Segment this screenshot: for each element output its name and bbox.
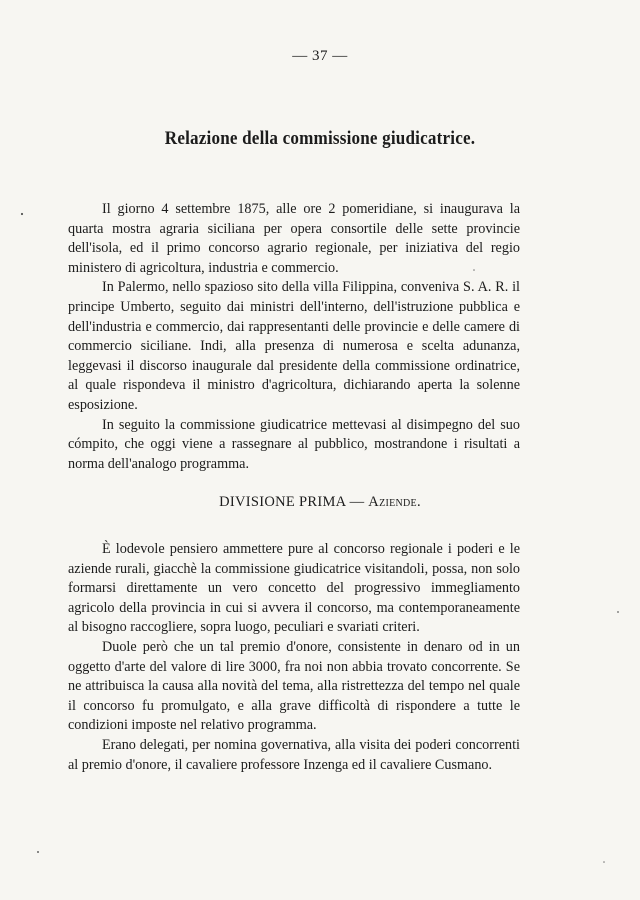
- page-title: Relazione della commissione giudicatrice.: [164, 128, 476, 149]
- section-heading: [0, 494, 640, 511]
- section-text: [68, 540, 520, 775]
- intro-text: [68, 200, 520, 474]
- paragraph: Erano delegati, per nomina governativa, alla visita dei poderi concorrenti al premio d'onore, il cavaliere professore Inzenga ed il cavaliere Cusmano.: [68, 736, 520, 773]
- speck: [21, 213, 23, 215]
- paragraph: In seguito la commissione giudicatrice mettevasi al disimpegno del suo cómpito, che oggi viene a rassegnare al pubblico, mostrandone i risultati a norma dell'analogo programma.: [68, 416, 520, 472]
- paragraph: Duole però che un tal premio d'onore, consistente in denaro od in un oggetto d'arte del valore di lire 3000, fra noi non abbia trovato concorrente. Se ne attribuisca la causa alla novità del tema, alla ristrettezza del tempo nel quale il concorso fu promulgato, e alla grave difficoltà di rispondere a tutte le condizioni imposte nel relativo programma.: [68, 638, 520, 734]
- section-heading-sub: Aziende.: [368, 494, 421, 510]
- paragraph: È lodevole pensiero ammettere pure al concorso regionale i poderi e le aziende rurali, giacchè la commissione giudicatrice visitandoli, possa, non solo formarsi direttamente un vero concetto del progressivo immegliamento agricolo della provincia in cui si avvera il concorso, ma contemporaneamente al bisogno raccogliere, sopra luogo, peculiari e svariati criteri.: [68, 541, 520, 636]
- page-number: — 37 —: [292, 48, 348, 64]
- speck: [37, 851, 39, 853]
- speck: [617, 611, 619, 613]
- paragraph: In Palermo, nello spazioso sito della villa Filippina, conveniva S. A. R. il principe Umberto, seguito dai ministri dell'interno, dell'istruzione pubblica e dell'industria e commercio, dai rappresentanti delle provincie e delle camere di commercio siciliane. Indi, alla presenza di numerosa e scelta adunanza, leggevasi il discorso inaugurale dal presidente della commissione ordinatrice, al quale rispondeva il ministro d'agricoltura, dichiarando aperta la solenne esposizione.: [68, 279, 520, 413]
- section-heading-main: DIVISIONE PRIMA —: [219, 494, 369, 510]
- speck: [603, 861, 605, 863]
- paragraph: Il giorno 4 settembre 1875, alle ore 2 pomeridiane, si inaugurava la quarta mostra agraria siciliana per opera consortile delle sette provincie dell'isola, ed il primo concorso agrario regionale, per iniziativa del regio ministero di agricoltura, industria e commercio.: [68, 201, 520, 276]
